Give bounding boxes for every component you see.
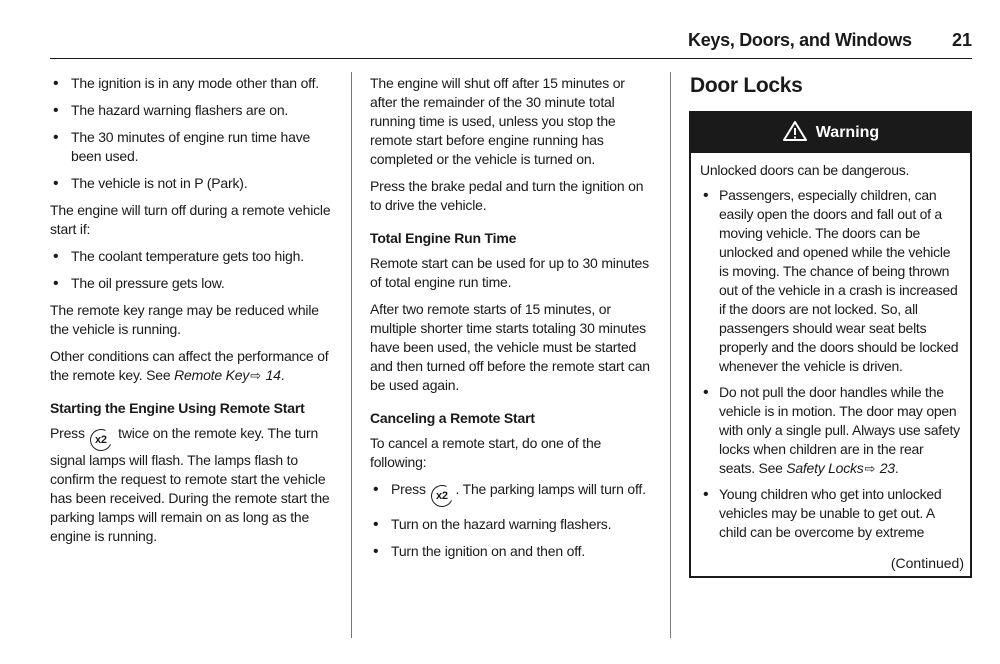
warning-header <box>691 113 970 153</box>
warning-body <box>691 153 970 542</box>
text: . <box>894 460 899 476</box>
paragraph: To cancel a remote start, do one of the following: <box>370 435 602 470</box>
reference-page: 23 <box>876 460 895 476</box>
page-number: 21 <box>951 30 972 50</box>
list-item <box>700 383 962 478</box>
bullet-list <box>50 74 340 193</box>
text: . The parking lamps will turn off. <box>455 481 646 497</box>
list-item: • Turn on the hazard warning flashers. <box>370 515 655 534</box>
text: Press <box>50 425 89 441</box>
reference-page: 14 <box>261 367 281 383</box>
warning-triangle-icon <box>782 120 808 142</box>
column-2 <box>370 74 655 569</box>
list-item: • Young children who get into unlocked vehicles may be unable to get out. A child can be overcome by extreme <box>700 485 962 542</box>
remote-start-icon <box>87 426 115 454</box>
paragraph: Press the brake pedal and turn the ignition on to drive the vehicle. <box>370 178 644 213</box>
text: Other conditions can affect the performance of the remote key. See <box>50 348 329 383</box>
text: Press <box>391 481 430 497</box>
paragraph: Remote start can be used for up to 30 minutes of total engine run time. <box>370 255 649 290</box>
continued-label: (Continued) <box>890 555 964 571</box>
bullet-list <box>370 480 655 561</box>
paragraph <box>50 424 340 546</box>
paragraph: The engine will shut off after 15 minutes or after the remainder of the 30 minute total running time is used, unless you stop the remote start before engine running has completed or the vehicle is turned on. <box>370 75 625 167</box>
header-title: Keys, Doors, and Windows <box>688 30 912 50</box>
cross-reference-link[interactable]: Safety Locks <box>786 460 864 476</box>
list-item: • The vehicle is not in P (Park). <box>50 174 340 193</box>
column-divider <box>351 72 352 638</box>
remote-icon-label: x2 <box>436 490 449 502</box>
paragraph: Unlocked doors can be dangerous. <box>700 162 910 178</box>
text: . <box>280 367 285 383</box>
text: Do not pull the door handles while the vehicle is in motion. The door may open with only a single pull. Always use safety locks when children are in the rear seats. See <box>719 384 960 476</box>
list-item: • The ignition is in any mode other than off. <box>50 74 340 93</box>
right-arrow-icon: ⇨ <box>864 461 876 476</box>
paragraph <box>50 347 340 385</box>
subheading: Total Engine Run Time <box>370 230 517 246</box>
right-arrow-icon: ⇨ <box>250 368 261 383</box>
paragraph: The engine will turn off during a remote vehicle start if: <box>50 202 331 237</box>
section-title: Door Locks <box>690 74 803 97</box>
list-item: • The coolant temperature gets too high. <box>50 247 340 266</box>
list-item: • Passengers, especially children, can easily open the doors and fall out of a moving vehicle. The doors can be unlocked and opened while the vehicle is moving. The chance of being thrown out of the vehicle in a crash is increased if the doors are not locked. So, all passengers should wear seat belts properly and the doors should be locked whenever the vehicle is driven. <box>700 186 962 376</box>
subheading: Canceling a Remote Start <box>370 410 535 426</box>
page-header <box>688 30 972 52</box>
list-item: • The 30 minutes of engine run time have been used. <box>50 128 340 166</box>
subheading: Starting the Engine Using Remote Start <box>50 400 305 416</box>
list-item: • Turn the ignition on and then off. <box>370 542 655 561</box>
header-rule <box>50 58 972 59</box>
paragraph: The remote key range may be reduced while the vehicle is running. <box>50 302 319 337</box>
list-item: • The hazard warning flashers are on. <box>50 101 340 120</box>
column-divider <box>670 72 671 638</box>
remote-start-icon <box>428 482 456 510</box>
bullet-list <box>50 247 340 293</box>
warning-title: Warning <box>815 124 880 141</box>
warning-box <box>689 111 972 578</box>
bullet-list <box>700 186 962 542</box>
remote-icon-label: x2 <box>95 434 108 446</box>
column-1 <box>50 74 340 554</box>
paragraph: After two remote starts of 15 minutes, or multiple shorter time starts totaling 30 minutes have been used, the vehicle must be started and then turned off before the remote start can be used again. <box>370 301 650 393</box>
list-item <box>370 480 655 507</box>
list-item: • The oil pressure gets low. <box>50 274 340 293</box>
cross-reference-link[interactable]: Remote Key <box>174 367 250 383</box>
text: twice on the remote key. The turn signal lamps will flash. The lamps flash to confirm the request to remote start the vehicle has been received. During the remote start the parking lamps will remain on as long as the engine is running. <box>50 425 330 544</box>
